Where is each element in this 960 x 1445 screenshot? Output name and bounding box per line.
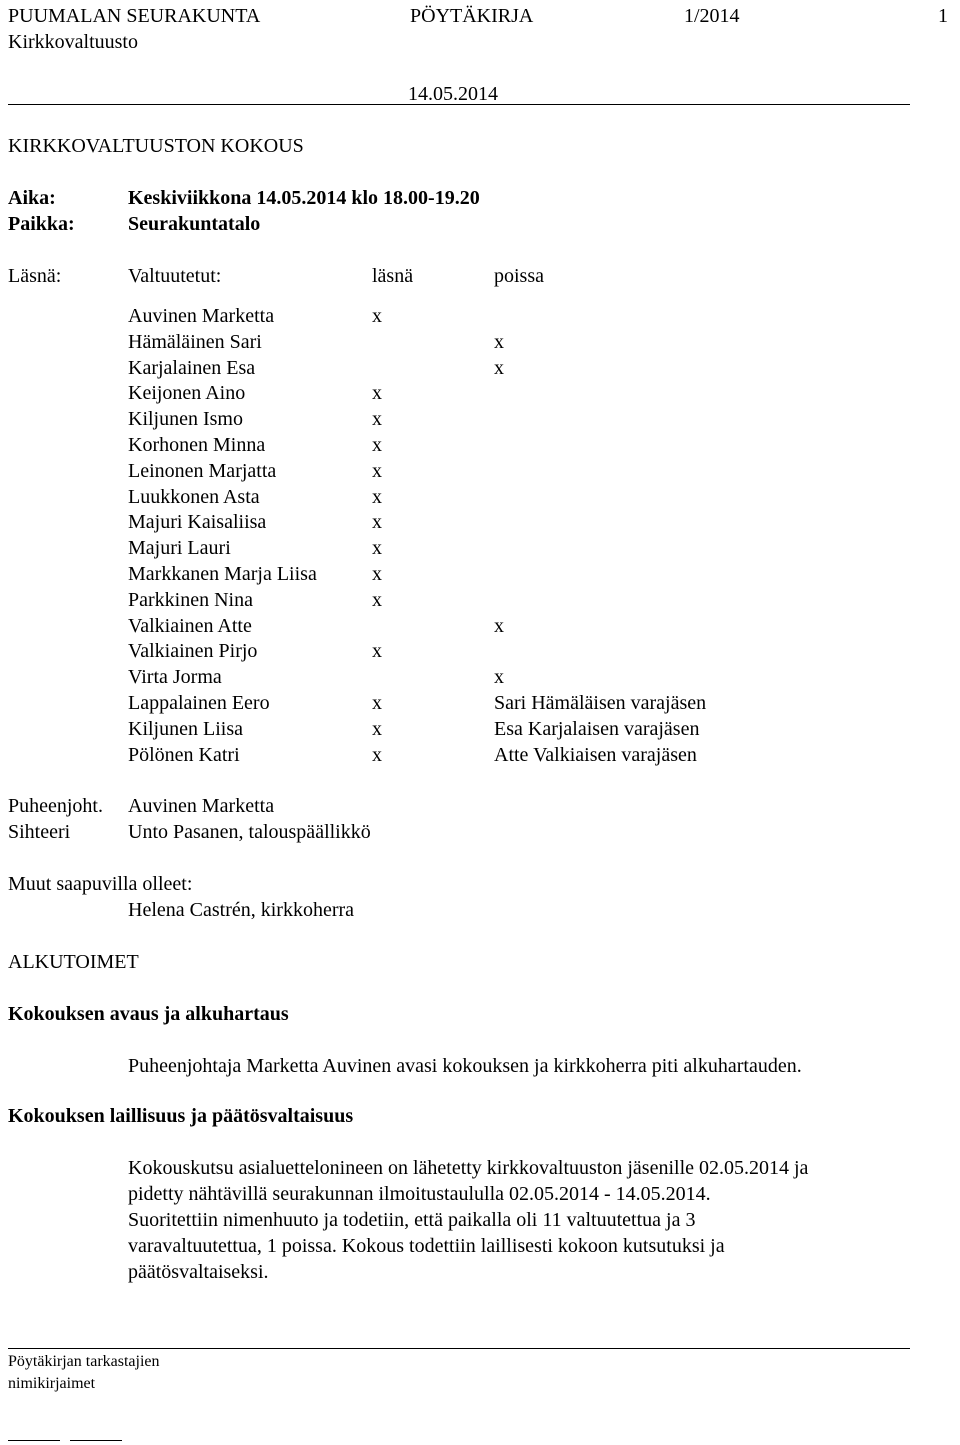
- present-mark: x: [372, 589, 382, 611]
- page-number: 1: [938, 5, 948, 27]
- place-value: Seurakuntatalo: [128, 213, 261, 235]
- time-value: Keskiviikkona 14.05.2014 klo 18.00-19.20: [128, 187, 480, 209]
- secretary-value: Unto Pasanen, talouspäällikkö: [128, 821, 371, 843]
- substitute-note: Atte Valkiaisen varajäsen: [494, 744, 697, 766]
- member-name: Hämäläinen Sari: [128, 331, 262, 353]
- present-mark: x: [372, 692, 382, 714]
- absent-column-header: poissa: [494, 265, 544, 287]
- member-name: Virta Jorma: [128, 666, 222, 688]
- organization-name: PUUMALAN SEURAKUNTA: [8, 5, 261, 27]
- member-name: Karjalainen Esa: [128, 357, 256, 379]
- present-mark: x: [372, 563, 382, 585]
- item-heading: Kokouksen laillisuus ja päätösvaltaisuus: [8, 1105, 354, 1127]
- time-label: Aika:: [8, 187, 56, 209]
- absent-mark: x: [494, 615, 504, 637]
- present-mark: x: [372, 460, 382, 482]
- chair-label: Puheenjoht.: [8, 795, 103, 817]
- section-heading: ALKUTOIMET: [8, 951, 139, 973]
- member-name: Kiljunen Ismo: [128, 408, 243, 430]
- present-mark: x: [372, 537, 382, 559]
- absent-mark: x: [494, 666, 504, 688]
- item-text-line: pidetty nähtävillä seurakunnan ilmoitustaululla 02.05.2014 - 14.05.2014.: [128, 1183, 711, 1205]
- present-mark: x: [372, 511, 382, 533]
- footer-label-line2: nimikirjaimet: [8, 1375, 96, 1392]
- item-heading: Kokouksen avaus ja alkuhartaus: [8, 1003, 289, 1025]
- present-mark: x: [372, 305, 382, 327]
- present-mark: x: [372, 486, 382, 508]
- secretary-label: Sihteeri: [8, 821, 71, 843]
- present-mark: x: [372, 382, 382, 404]
- member-name: Parkkinen Nina: [128, 589, 253, 611]
- item-text-line: päätösvaltaiseksi.: [128, 1261, 269, 1283]
- member-name: Markkanen Marja Liisa: [128, 563, 317, 585]
- document-type: PÖYTÄKIRJA: [410, 5, 534, 27]
- chair-value: Auvinen Marketta: [128, 795, 275, 817]
- member-name: Majuri Lauri: [128, 537, 231, 559]
- member-name: Lappalainen Eero: [128, 692, 270, 714]
- present-mark: x: [372, 718, 382, 740]
- footer-rule: [8, 1348, 910, 1349]
- item-text-line: Kokouskutsu asialuettelonineen on lähetetty kirkkovaltuuston jäsenille 02.05.2014 ja: [128, 1157, 809, 1179]
- others-value: Helena Castrén, kirkkoherra: [128, 899, 355, 921]
- document-number: 1/2014: [684, 5, 740, 27]
- present-mark: x: [372, 744, 382, 766]
- member-name: Kiljunen Liisa: [128, 718, 243, 740]
- member-name: Valkiainen Atte: [128, 615, 252, 637]
- member-name: Majuri Kaisaliisa: [128, 511, 267, 533]
- member-name: Keijonen Aino: [128, 382, 246, 404]
- body-name: Kirkkovaltuusto: [8, 31, 138, 53]
- present-column-header: läsnä: [372, 265, 414, 287]
- present-mark: x: [372, 408, 382, 430]
- initials-line: [8, 1440, 60, 1441]
- present-mark: x: [372, 640, 382, 662]
- item-text-line: Suoritettiin nimenhuuto ja todetiin, että paikalla oli 11 valtuutettua ja 3: [128, 1209, 696, 1231]
- header-rule: [8, 104, 910, 105]
- meeting-date: 14.05.2014: [408, 83, 498, 105]
- members-column-header: Valtuutetut:: [128, 265, 222, 287]
- item-text-line: Puheenjohtaja Marketta Auvinen avasi kokouksen ja kirkkoherra piti alkuhartauden.: [128, 1055, 802, 1077]
- absent-mark: x: [494, 331, 504, 353]
- footer-label-line1: Pöytäkirjan tarkastajien: [8, 1353, 160, 1370]
- member-name: Leinonen Marjatta: [128, 460, 277, 482]
- substitute-note: Esa Karjalaisen varajäsen: [494, 718, 700, 740]
- attendance-label: Läsnä:: [8, 265, 62, 287]
- present-mark: x: [372, 434, 382, 456]
- initials-line: [70, 1440, 122, 1441]
- member-name: Pölönen Katri: [128, 744, 240, 766]
- member-name: Valkiainen Pirjo: [128, 640, 258, 662]
- absent-mark: x: [494, 357, 504, 379]
- others-label: Muut saapuvilla olleet:: [8, 873, 193, 895]
- member-name: Luukkonen Asta: [128, 486, 260, 508]
- member-name: Korhonen Minna: [128, 434, 266, 456]
- item-text-line: varavaltuutettua, 1 poissa. Kokous todettiin laillisesti kokoon kutsutuksi ja: [128, 1235, 725, 1257]
- member-name: Auvinen Marketta: [128, 305, 275, 327]
- place-label: Paikka:: [8, 213, 75, 235]
- substitute-note: Sari Hämäläisen varajäsen: [494, 692, 707, 714]
- page-title: KIRKKOVALTUUSTON KOKOUS: [8, 135, 304, 157]
